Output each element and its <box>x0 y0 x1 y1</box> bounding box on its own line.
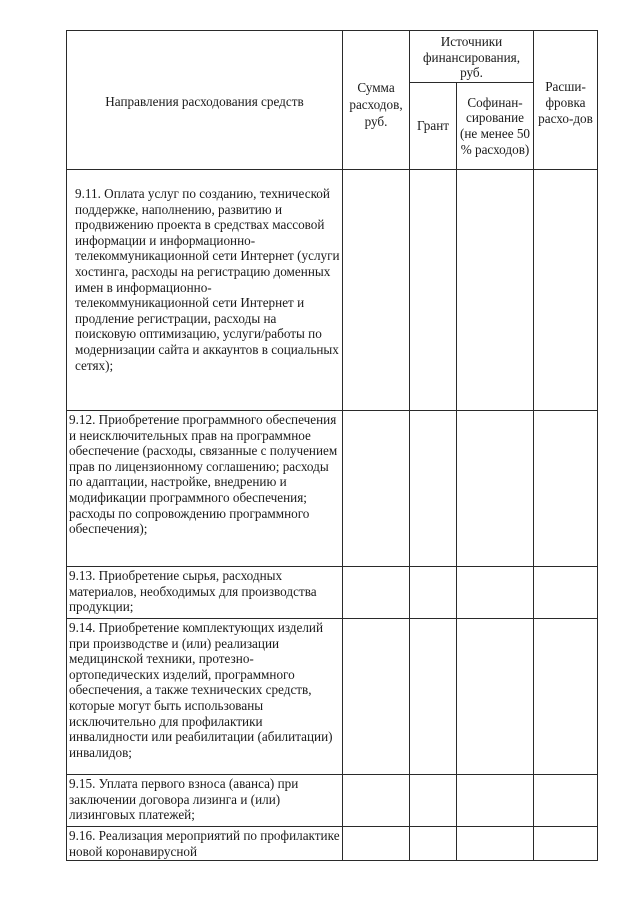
cell-sum <box>343 170 410 411</box>
row-text-9-15: 9.15. Уплата первого взноса (аванса) при заключении договора лизинга и (или) лизинговых платежей; <box>67 775 343 827</box>
row-text-9-11: 9.11. Оплата услуг по созданию, технической поддержке, наполнению, развитию и продвижению проекта в средствах массовой информации и информационно-телекоммуникационной сети Интернет (услуги хостинга, расходы на регистрацию доменных имен в информационно-телекоммуникационной сети Интернет и продление регистрации, расходы на поисковую оптимизацию, услуги/работы по модернизации сайта и аккаунтов в социальных сетях); <box>67 170 343 411</box>
table-row <box>67 775 598 827</box>
cell-sum <box>343 619 410 775</box>
header-grant: Грант <box>410 83 457 170</box>
table-row <box>67 411 598 567</box>
cell-sum <box>343 411 410 567</box>
cell-grant <box>410 170 457 411</box>
row-text-9-13: 9.13. Приобретение сырья, расходных материалов, необходимых для производства продукции; <box>67 567 343 619</box>
cell-breakdown <box>534 827 598 861</box>
row-text-9-12: 9.12. Приобретение программного обеспечения и неисключительных прав на программное обеспечение (расходы, связанные с получением прав по лицензионному соглашению; расходы по адаптации, настройке, внедрению и модификации программного обеспечения; расходы по сопровождению программного обеспечения); <box>67 411 343 567</box>
row-text-9-14: 9.14. Приобретение комплектующих изделий при производстве и (или) реализации медицинской техники, протезно-ортопедических изделий, программного обеспечения, а также технических средств, которые могут быть использованы исключительно для профилактики инвалидности или реабилитации (абилитации) инвалидов; <box>67 619 343 775</box>
cell-grant <box>410 567 457 619</box>
expenses-table <box>66 30 598 861</box>
cell-cofinancing <box>457 619 534 775</box>
table-row <box>67 827 598 861</box>
cell-cofinancing <box>457 775 534 827</box>
table-row <box>67 170 598 411</box>
cell-sum <box>343 775 410 827</box>
cell-breakdown <box>534 775 598 827</box>
cell-breakdown <box>534 170 598 411</box>
cell-grant <box>410 411 457 567</box>
header-sum: Сумма расходов, руб. <box>343 31 410 170</box>
header-row-top <box>67 31 598 83</box>
header-direction: Направления расходования средств <box>67 31 343 170</box>
cell-breakdown <box>534 619 598 775</box>
cell-cofinancing <box>457 567 534 619</box>
cell-breakdown <box>534 411 598 567</box>
header-cofinancing: Софинан-сирование (не менее 50 % расходов) <box>457 83 534 170</box>
cell-grant <box>410 775 457 827</box>
table-row <box>67 619 598 775</box>
cell-sum <box>343 567 410 619</box>
header-sources: Источники финансирования, руб. <box>410 31 534 83</box>
cell-cofinancing <box>457 170 534 411</box>
row-text-9-16: 9.16. Реализация мероприятий по профилактике новой коронавирусной <box>67 827 343 861</box>
table-row <box>67 567 598 619</box>
cell-cofinancing <box>457 411 534 567</box>
cell-grant <box>410 827 457 861</box>
cell-breakdown <box>534 567 598 619</box>
cell-grant <box>410 619 457 775</box>
cell-cofinancing <box>457 827 534 861</box>
cell-sum <box>343 827 410 861</box>
header-breakdown: Расши-фровка расхо-дов <box>534 31 598 170</box>
